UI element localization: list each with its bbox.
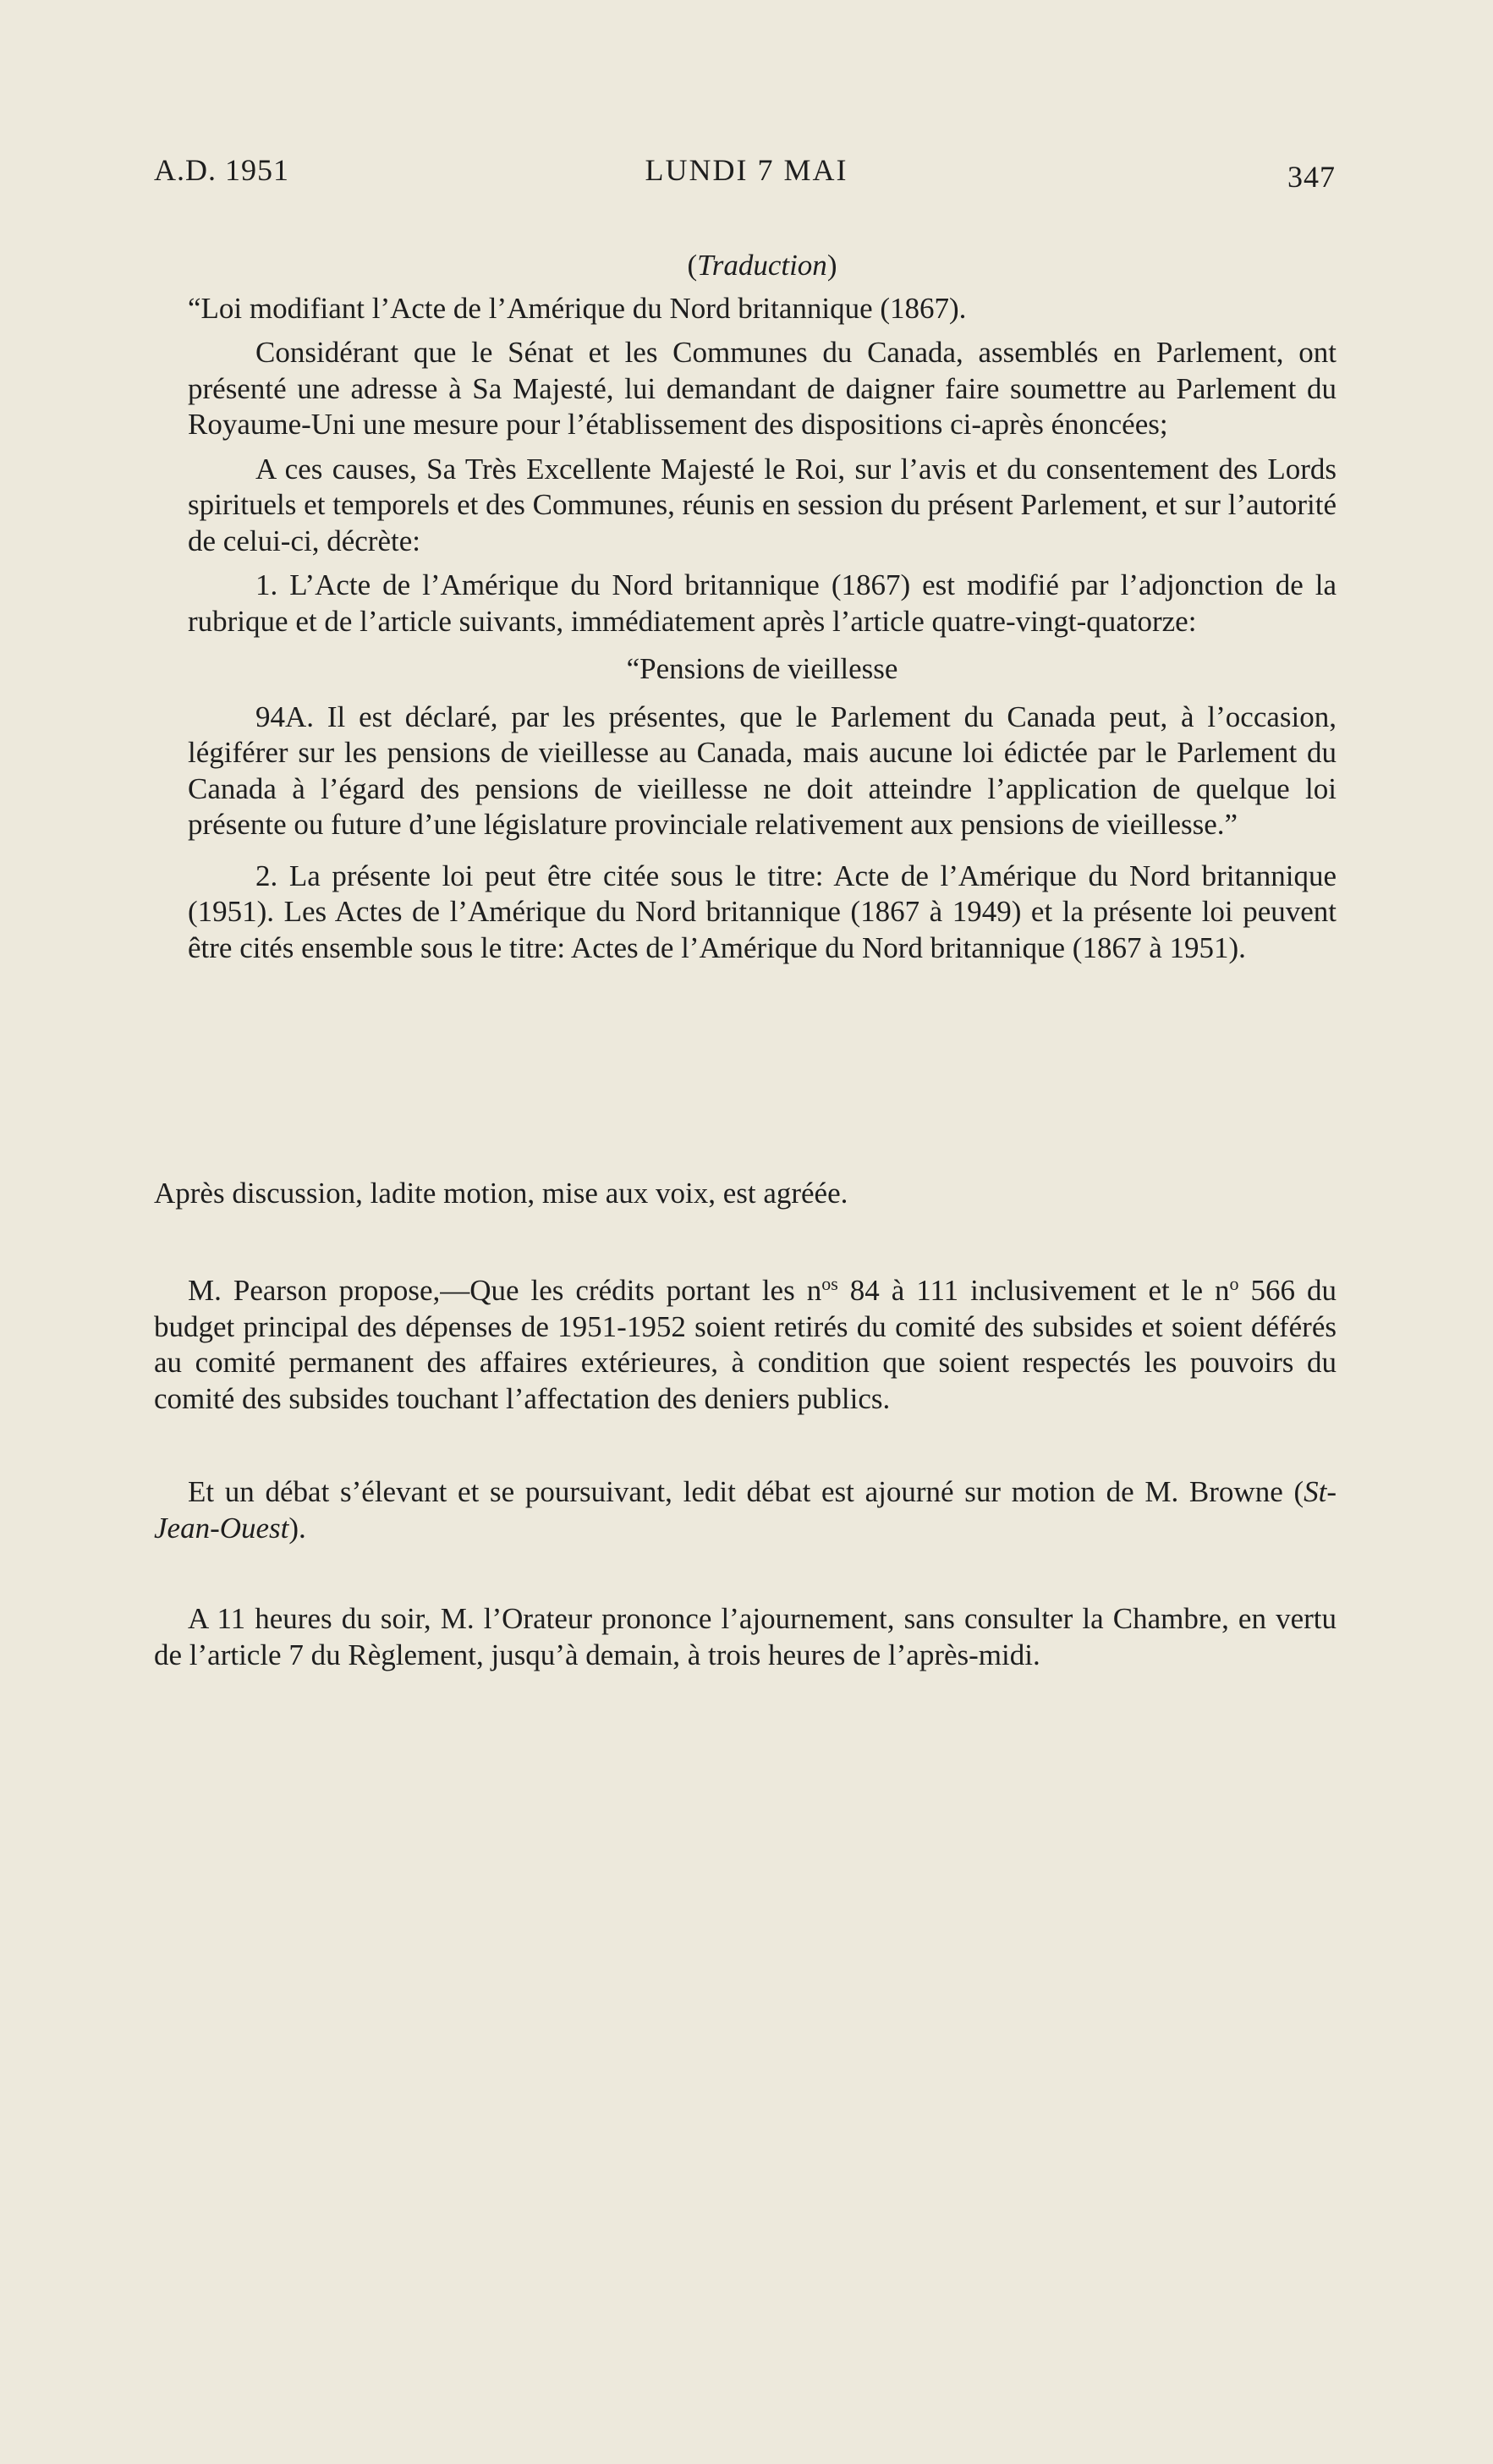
bill-section-2: 2. La présente loi peut être citée sous le titre: Acte de l’Amérique du Nord britannique (1951). Les Actes de l’Amérique du Nord britannique (1867 à 1949) et la présente loi peuvent être cités ensemble sous le titre: Actes de l’Amérique du Nord britannique (1867 à 1951). <box>188 859 1337 964</box>
bill-preamble: Considérant que le Sénat et les Communes du Canada, assemblés en Parlement, ont présenté une adresse à Sa Majesté, lui demandant de daigner faire soumettre au Parlement du Royaume-Uni une mesure pour l’établissement des dispositions ci-après énoncées; <box>188 336 1337 441</box>
riding-name: St-Jean-Ouest <box>154 1475 1337 1545</box>
pearson-motion: M. Pearson propose,—Que les crédits portant les $n^{os}$ 84 à 111 inclusivement et le $n^o$ 566 du budget principal des dépenses de 1951-1952 soient retirés du comité des subsides et soient déférés au comité permanent des affaires extérieures, à condition que soient respectés les pouvoirs du comité des subsides touchant l’affectation des deniers publics. <box>154 1273 1337 1415</box>
bill-title: “Loi modifiant l’Acte de l’Amérique du Nord britannique (1867). <box>188 291 967 325</box>
bill-section-1: 1. L’Acte de l’Amérique du Nord britannique (1867) est modifié par l’adjonction de la rubrique et de l’article suivants, immédiatement après l’article quatre-vingt-quatorze: <box>188 568 1337 638</box>
debate-block <box>154 1474 1337 1546</box>
bill-enacting-clause: A ces causes, Sa Très Excellente Majesté le Roi, sur l’avis et du consentement des Lords spirituels et temporels et des Communes, réunis en session du présent Parlement, et sur l’autorité de celui-ci, décrète: <box>188 452 1337 557</box>
motion-result-block <box>154 1176 1337 1212</box>
header-date: LUNDI 7 MAI <box>645 153 848 187</box>
adjournment-block <box>154 1601 1337 1673</box>
debate-adjourned: Et un débat s’élevant et se poursuivant, ledit débat est ajourné sur motion de M. Browne (St-Jean-Ouest). <box>154 1475 1337 1545</box>
bill-section-94a: 94A. Il est déclaré, par les présentes, que le Parlement du Canada peut, à l’occasion, légiférer sur les pensions de vieillesse au Canada, mais aucune loi édictée par le Parlement du Canada à l’égard des pensions de vieillesse ne doit atteindre l’application de quelque loi présente ou future d’une législature provinciale relativement aux pensions de vieillesse.” <box>188 700 1337 841</box>
page-number: 347 <box>1287 160 1336 194</box>
translation-label: (Traduction) <box>687 249 837 282</box>
bill-text <box>188 248 1337 966</box>
running-head <box>0 152 1493 203</box>
pearson-motion-block <box>154 1273 1337 1417</box>
bill-heading: “Pensions de vieillesse <box>626 652 898 685</box>
motion-result: Après discussion, ladite motion, mise aux voix, est agréée. <box>154 1177 848 1210</box>
adjournment: A 11 heures du soir, M. l’Orateur prononce l’ajournement, sans consulter la Chambre, en vertu de l’article 7 du Règlement, jusqu’à demain, à trois heures de l’après-midi. <box>154 1602 1337 1671</box>
header-year: A.D. 1951 <box>154 153 289 187</box>
